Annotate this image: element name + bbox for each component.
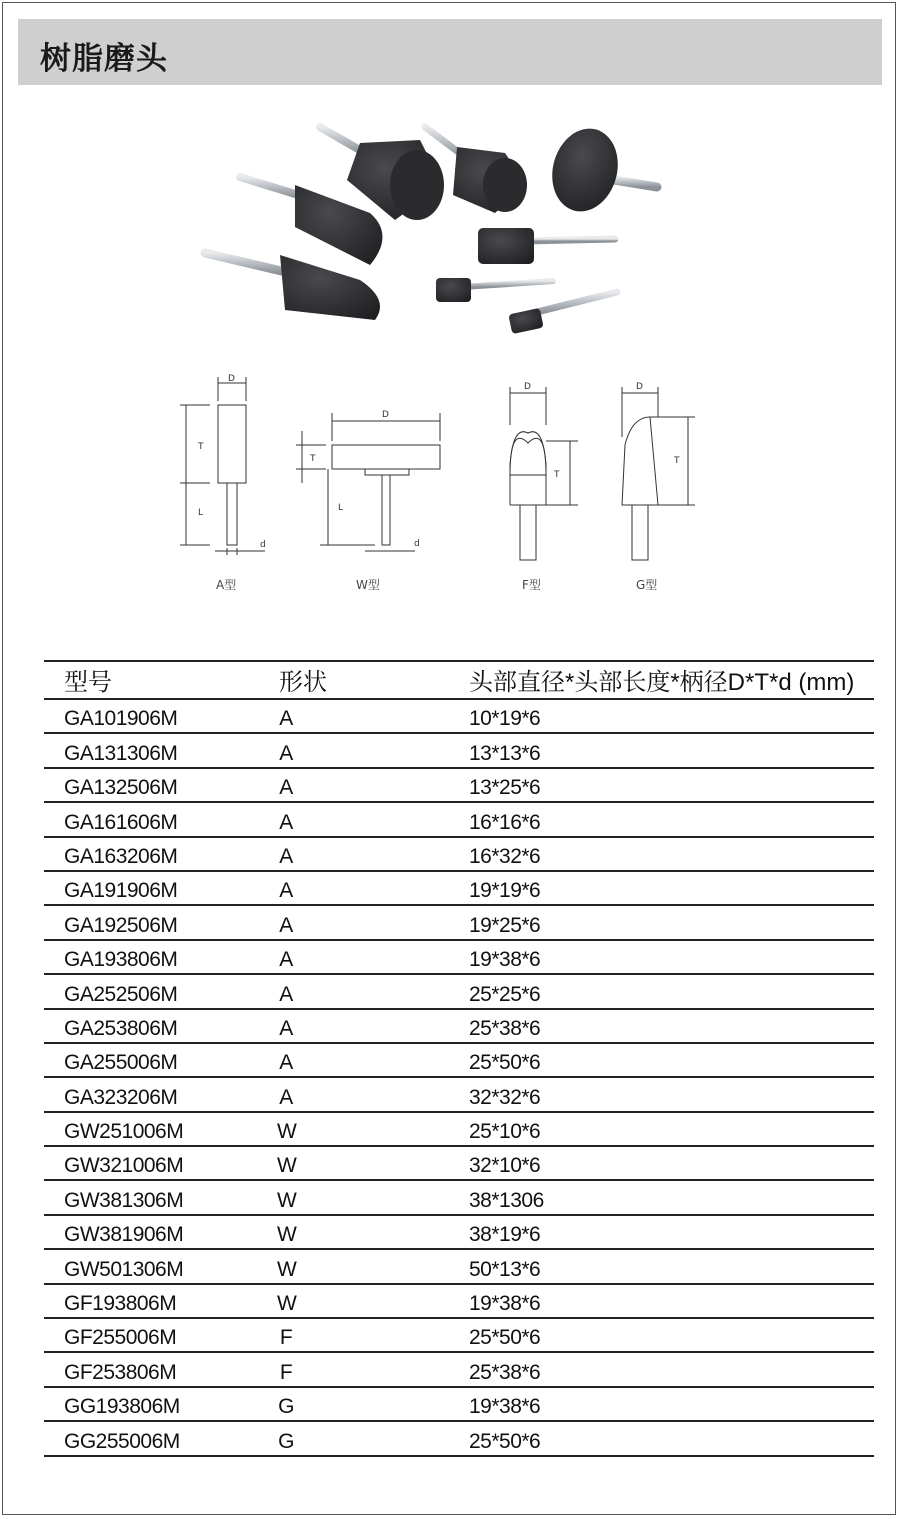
- cell-shape: A: [279, 982, 293, 1006]
- cell-shape-wrap: [261, 1077, 469, 1111]
- cell-shape: A: [279, 1051, 293, 1075]
- cell-shape-wrap: [261, 1009, 469, 1043]
- dim-T-w: T: [310, 454, 316, 464]
- dim-T-g: T: [674, 456, 680, 466]
- cell-shape-wrap: [261, 1387, 469, 1421]
- cell-dimensions: 25*50*6: [469, 1318, 874, 1352]
- cell-shape: A: [279, 844, 293, 868]
- cell-model: GG193806M: [44, 1387, 261, 1421]
- cell-model: GW321006M: [44, 1146, 261, 1180]
- label-type-w: W型: [356, 578, 380, 592]
- cell-shape: G: [278, 1395, 294, 1419]
- cell-shape: A: [279, 1016, 293, 1040]
- cell-model: GA192506M: [44, 905, 261, 939]
- cell-dimensions: 19*38*6: [469, 1387, 874, 1421]
- cell-dimensions: 32*10*6: [469, 1146, 874, 1180]
- cell-dimensions: 10*19*6: [469, 699, 874, 733]
- cell-dimensions: 25*38*6: [469, 1352, 874, 1386]
- spec-table: [44, 660, 874, 1457]
- cell-shape-wrap: [261, 905, 469, 939]
- cell-dimensions: 13*25*6: [469, 768, 874, 802]
- cell-model: GF193806M: [44, 1284, 261, 1318]
- cell-dimensions: 16*16*6: [469, 802, 874, 836]
- table-row: [44, 1387, 874, 1421]
- cell-shape: W: [277, 1188, 297, 1212]
- cell-shape-wrap: [261, 699, 469, 733]
- cell-model: GW251006M: [44, 1112, 261, 1146]
- label-type-f: F型: [522, 578, 541, 592]
- cell-shape-wrap: [261, 1318, 469, 1352]
- cell-shape: W: [277, 1154, 297, 1178]
- cell-shape-wrap: [261, 1043, 469, 1077]
- cell-shape: W: [277, 1257, 297, 1281]
- table-row: [44, 1215, 874, 1249]
- table-row: [44, 768, 874, 802]
- dim-D-w: D: [382, 410, 389, 420]
- cell-shape-wrap: [261, 974, 469, 1008]
- table-row: [44, 1043, 874, 1077]
- dim-d-w: d: [414, 539, 420, 549]
- table-row: [44, 1180, 874, 1214]
- page-title: 树脂磨头: [40, 41, 168, 77]
- cell-dimensions: 25*25*6: [469, 974, 874, 1008]
- cell-model: GF255006M: [44, 1318, 261, 1352]
- cell-shape: W: [277, 1292, 297, 1316]
- dim-d-a: d: [260, 540, 266, 550]
- cell-dimensions: 25*38*6: [469, 1009, 874, 1043]
- table-body: [44, 699, 874, 1456]
- cell-model: GA191906M: [44, 871, 261, 905]
- table-row: [44, 1421, 874, 1455]
- dim-L-a: L: [198, 508, 204, 518]
- cell-dimensions: 19*38*6: [469, 940, 874, 974]
- label-type-a: A型: [216, 578, 237, 592]
- dim-D-a: D: [228, 374, 235, 384]
- cell-dimensions: 19*25*6: [469, 905, 874, 939]
- cell-shape: A: [279, 948, 293, 972]
- table-row: [44, 940, 874, 974]
- cell-model: GW501306M: [44, 1249, 261, 1283]
- cell-dimensions: 38*19*6: [469, 1215, 874, 1249]
- cell-shape-wrap: [261, 1249, 469, 1283]
- cell-shape-wrap: [261, 768, 469, 802]
- cell-shape: A: [279, 707, 293, 731]
- table-row: [44, 699, 874, 733]
- cell-shape-wrap: [261, 1421, 469, 1455]
- cell-model: GA131306M: [44, 733, 261, 767]
- table-row: [44, 733, 874, 767]
- shape-diagrams: [170, 365, 730, 605]
- dim-T-f: T: [554, 470, 560, 480]
- cell-shape: A: [279, 879, 293, 903]
- cell-model: GF253806M: [44, 1352, 261, 1386]
- cell-model: GA193806M: [44, 940, 261, 974]
- cell-dimensions: 50*13*6: [469, 1249, 874, 1283]
- cell-shape-wrap: [261, 1284, 469, 1318]
- cell-shape-wrap: [261, 940, 469, 974]
- cell-shape: F: [279, 1326, 293, 1350]
- table-header-row: [44, 661, 874, 699]
- cell-shape-wrap: [261, 1352, 469, 1386]
- cell-model: GA161606M: [44, 802, 261, 836]
- cell-model: GA101906M: [44, 699, 261, 733]
- cell-dimensions: 19*19*6: [469, 871, 874, 905]
- table-row: [44, 1249, 874, 1283]
- cell-shape-wrap: [261, 733, 469, 767]
- table-row: [44, 1352, 874, 1386]
- cell-dimensions: 19*38*6: [469, 1284, 874, 1318]
- cell-shape: G: [278, 1429, 294, 1453]
- dim-L-w: L: [338, 503, 344, 513]
- cell-shape-wrap: [261, 1215, 469, 1249]
- dim-D-f: D: [524, 382, 531, 392]
- cell-model: GA163206M: [44, 837, 261, 871]
- table-row: [44, 871, 874, 905]
- cell-model: GA255006M: [44, 1043, 261, 1077]
- cell-shape-wrap: [261, 1180, 469, 1214]
- cell-shape-wrap: [261, 1112, 469, 1146]
- cell-dimensions: 13*13*6: [469, 733, 874, 767]
- title-bar: [18, 19, 882, 85]
- table-row: [44, 905, 874, 939]
- cell-shape-wrap: [261, 871, 469, 905]
- cell-dimensions: 25*50*6: [469, 1043, 874, 1077]
- product-photo: [195, 115, 675, 345]
- cell-dimensions: 25*10*6: [469, 1112, 874, 1146]
- col-header-shape: 形状: [261, 661, 469, 699]
- cell-shape: W: [277, 1120, 297, 1144]
- dim-D-g: D: [636, 382, 643, 392]
- cell-shape-wrap: [261, 837, 469, 871]
- table-row: [44, 1077, 874, 1111]
- cell-dimensions: 25*50*6: [469, 1421, 874, 1455]
- table-row: [44, 1284, 874, 1318]
- cell-shape-wrap: [261, 1146, 469, 1180]
- cell-shape: F: [279, 1360, 293, 1384]
- cell-shape: W: [277, 1223, 297, 1247]
- table-row: [44, 974, 874, 1008]
- table-row: [44, 837, 874, 871]
- cell-shape: A: [279, 1085, 293, 1109]
- table-row: [44, 1318, 874, 1352]
- cell-model: GA323206M: [44, 1077, 261, 1111]
- table-row: [44, 802, 874, 836]
- table-row: [44, 1009, 874, 1043]
- table-row: [44, 1146, 874, 1180]
- cell-shape: A: [279, 810, 293, 834]
- label-type-g: G型: [636, 578, 658, 592]
- cell-shape: A: [279, 741, 293, 765]
- col-header-dimensions: 头部直径*头部长度*柄径D*T*d (mm): [469, 661, 874, 699]
- cell-model: GG255006M: [44, 1421, 261, 1455]
- dim-T-a: T: [198, 442, 204, 452]
- col-header-model: 型号: [44, 661, 261, 699]
- cell-model: GA253806M: [44, 1009, 261, 1043]
- cell-shape: A: [279, 776, 293, 800]
- cell-model: GW381906M: [44, 1215, 261, 1249]
- cell-shape-wrap: [261, 802, 469, 836]
- cell-model: GA132506M: [44, 768, 261, 802]
- cell-shape: A: [279, 913, 293, 937]
- table-row: [44, 1112, 874, 1146]
- cell-model: GA252506M: [44, 974, 261, 1008]
- cell-dimensions: 38*1306: [469, 1180, 874, 1214]
- cell-dimensions: 16*32*6: [469, 837, 874, 871]
- cell-dimensions: 32*32*6: [469, 1077, 874, 1111]
- cell-model: GW381306M: [44, 1180, 261, 1214]
